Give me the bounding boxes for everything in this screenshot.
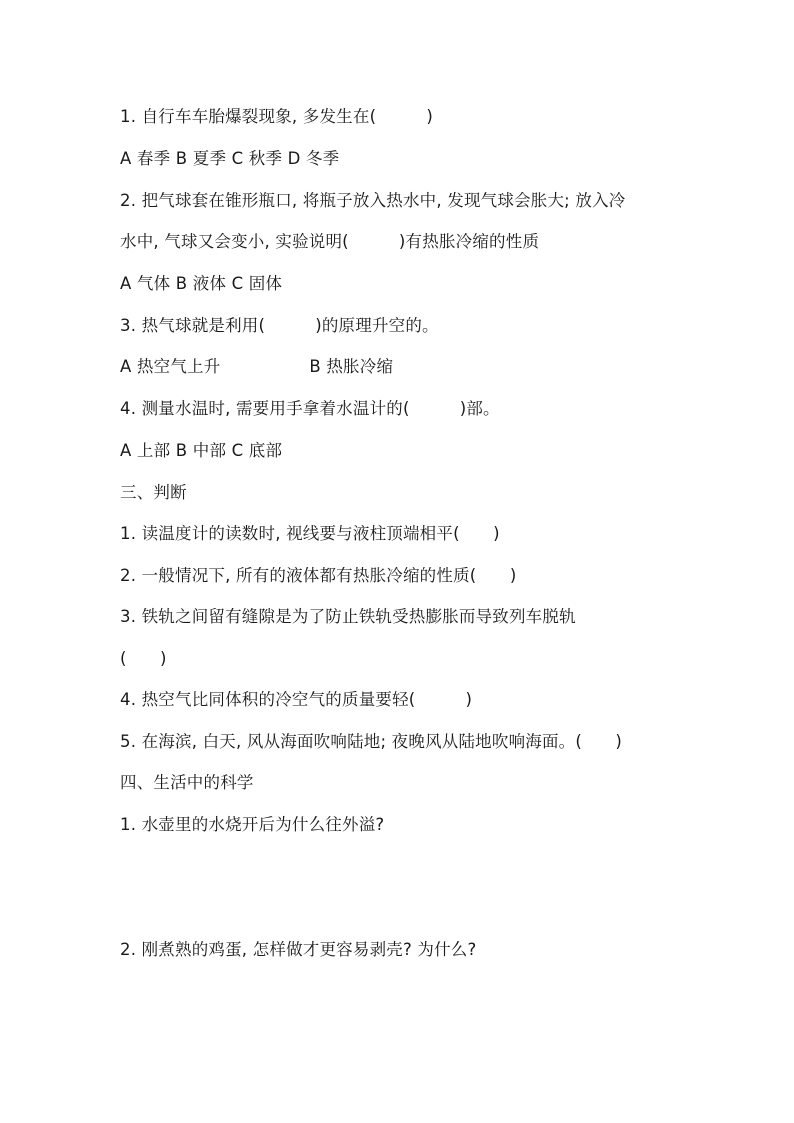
question-1-2-options: A 气体 B 液体 C 固体 bbox=[120, 274, 283, 293]
judge-2: 2. 一般情况下, 所有的液体都有热胀冷缩的性质( ) bbox=[120, 566, 517, 585]
question-1-1-options: A 春季 B 夏季 C 秋季 D 冬季 bbox=[120, 149, 340, 168]
judge-5: 5. 在海滨, 白天, 风从海面吹响陆地; 夜晚风从陆地吹响海面。( ) bbox=[120, 732, 623, 751]
judge-3-line-1: 3. 铁轨之间留有缝隙是为了防止铁轨受热膨胀而导致列车脱轨 bbox=[120, 607, 576, 626]
question-1-4-options: A 上部 B 中部 C 底部 bbox=[120, 441, 283, 460]
section-heading-judge: 三、判断 bbox=[120, 483, 187, 502]
life-question-1: 1. 水壶里的水烧开后为什么往外溢? bbox=[120, 815, 385, 834]
question-1-2-line-1: 2. 把气球套在锥形瓶口, 将瓶子放入热水中, 发现气球会胀大; 放入冷 bbox=[120, 191, 626, 210]
judge-3-line-2: ( ) bbox=[120, 649, 167, 668]
judge-4: 4. 热空气比同体积的冷空气的质量要轻( ) bbox=[120, 690, 473, 709]
question-1-2-line-2: 水中, 气球又会变小, 实验说明( )有热胀冷缩的性质 bbox=[120, 232, 540, 251]
question-1-1: 1. 自行车车胎爆裂现象, 多发生在( ) bbox=[120, 107, 433, 126]
life-question-2: 2. 刚煮熟的鸡蛋, 怎样做才更容易剥壳? 为什么? bbox=[120, 940, 477, 959]
question-1-3: 3. 热气球就是利用( )的原理升空的。 bbox=[120, 316, 439, 335]
judge-1: 1. 读温度计的读数时, 视线要与液柱顶端相平( ) bbox=[120, 524, 500, 543]
section-heading-science-in-life: 四、生活中的科学 bbox=[120, 773, 254, 792]
question-1-3-options: A 热空气上升 B 热胀冷缩 bbox=[120, 357, 394, 376]
question-1-4: 4. 测量水温时, 需要用手拿着水温计的( )部。 bbox=[120, 399, 500, 418]
